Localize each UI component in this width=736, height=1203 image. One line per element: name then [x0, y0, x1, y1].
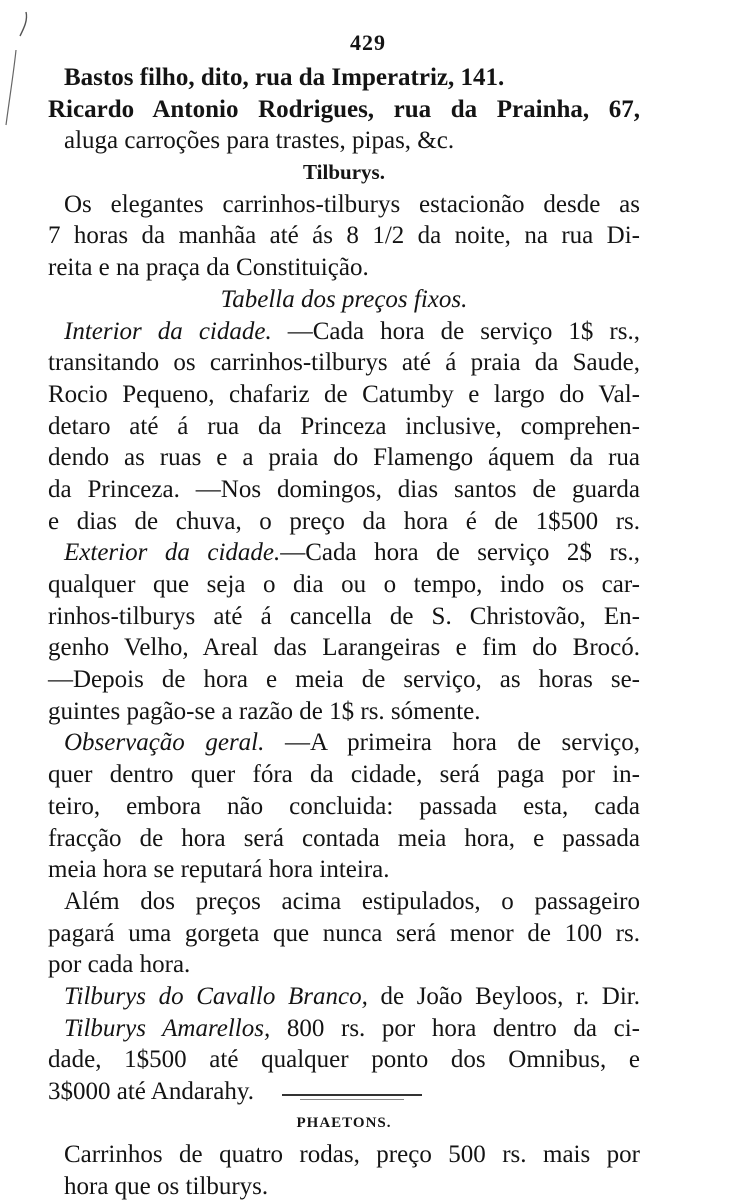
- paragraph-line: reita e na praça da Constituição.: [48, 254, 369, 282]
- end-rule: [282, 1094, 422, 1096]
- paragraph-line: meia hora se reputará hora inteira.: [48, 856, 390, 884]
- page-number: 429: [350, 30, 386, 55]
- entry-ricardo-rodrigues: Ricardo Antonio Rodrigues, rua da Prainha, 67,: [48, 95, 640, 123]
- paragraph-line: rinhos-tilburys até á cancella de S. Christovão, En-: [48, 602, 640, 630]
- paragraph-line: hora que os tilburys.: [64, 1173, 269, 1201]
- paragraph-line: por cada hora.: [48, 951, 191, 979]
- paragraph-line: e dias de chuva, o preço da hora é de 1$500 rs.: [48, 507, 640, 535]
- paragraph-line: Os elegantes carrinhos-tilburys estacionão desde as: [64, 190, 640, 218]
- paragraph-line: 7 horas da manhãa até ás 8 1/2 da noite, na rua Di-: [48, 222, 640, 250]
- section-heading-tilburys: Tilburys.: [303, 160, 385, 185]
- paragraph-line: guintes pagão-se a razão de 1$ rs. sómente.: [48, 697, 481, 725]
- paragraph-line: 3$000 até Andarahy.: [48, 1078, 254, 1105]
- paragraph-line: Carrinhos de quatro rodas, preço 500 rs. mais por: [64, 1141, 640, 1169]
- exterior-rate-text: —Cada hora de serviço 2$ rs.,: [280, 539, 640, 567]
- paragraph-line: detaro até á rua da Princeza inclusive, comprehen-: [48, 412, 640, 440]
- subheading-tabella: Tabella dos preços fixos.: [220, 285, 468, 313]
- end-rule-secondary: [300, 1099, 404, 1100]
- label-observacao: Observação geral.: [64, 729, 265, 757]
- paragraph-line: [48, 1013, 640, 1045]
- paragraph-line: [48, 981, 640, 1013]
- paragraph-line: [48, 727, 640, 759]
- paragraph-line: genho Velho, Areal das Larangeiras e fim do Brocó.: [48, 634, 640, 662]
- paragraph-line: fracção de hora será contada meia hora, e passada: [48, 824, 640, 852]
- label-interior: Interior da cidade.: [64, 317, 272, 345]
- page-body: [48, 62, 640, 1203]
- label-cavallo-branco: Tilburys do Cavallo Branco,: [64, 982, 368, 1010]
- paragraph-line: qualquer que seja o dia ou o tempo, indo os car-: [48, 571, 640, 598]
- paragraph-line: teiro, embora não concluida: passada esta, cada: [48, 792, 640, 820]
- paragraph-line: da Princeza. —Nos domingos, dias santos de guarda: [48, 475, 640, 503]
- margin-pencil-mark: [4, 10, 44, 130]
- section-heading-phaetons: PHAETONS.: [296, 1114, 392, 1131]
- paragraph-line: [48, 537, 640, 569]
- paragraph-line: —Depois de hora e meia de serviço, as horas se-: [48, 666, 640, 694]
- paragraph-line: Rocio Pequeno, chafariz de Catumby e largo do Val-: [48, 380, 640, 408]
- observacao-text: —A primeira hora de serviço,: [264, 729, 640, 757]
- paragraph-line: Além dos preços acima estipulados, o passageiro: [64, 887, 640, 915]
- paragraph-line: pagará uma gorgeta que nunca será menor de 100 rs.: [48, 919, 640, 947]
- paragraph-line: quer dentro quer fóra da cidade, será paga por in-: [48, 761, 640, 789]
- paragraph-line: dade, 1$500 até qualquer ponto dos Omnibus, e: [48, 1046, 640, 1074]
- paragraph-line: [48, 316, 640, 348]
- cavallo-branco-text: de João Beyloos, r. Dir.: [367, 982, 640, 1010]
- amarellos-text: 800 rs. por hora dentro da ci-: [270, 1014, 640, 1042]
- paragraph-line: dendo as ruas e a praia do Flamengo áquem da rua: [48, 444, 640, 472]
- paragraph-line: transitando os carrinhos-tilburys até á praia da Saude,: [48, 349, 640, 377]
- label-exterior: Exterior da cidade.: [64, 539, 281, 567]
- entry-ricardo-continued: aluga carroções para trastes, pipas, &c.: [64, 127, 455, 155]
- label-amarellos: Tilburys Amarellos,: [64, 1014, 271, 1042]
- interior-rate-text: —Cada hora de serviço 1$ rs.,: [271, 317, 640, 345]
- entry-bastos-filho: Bastos filho, dito, rua da Imperatriz, 141.: [64, 64, 505, 91]
